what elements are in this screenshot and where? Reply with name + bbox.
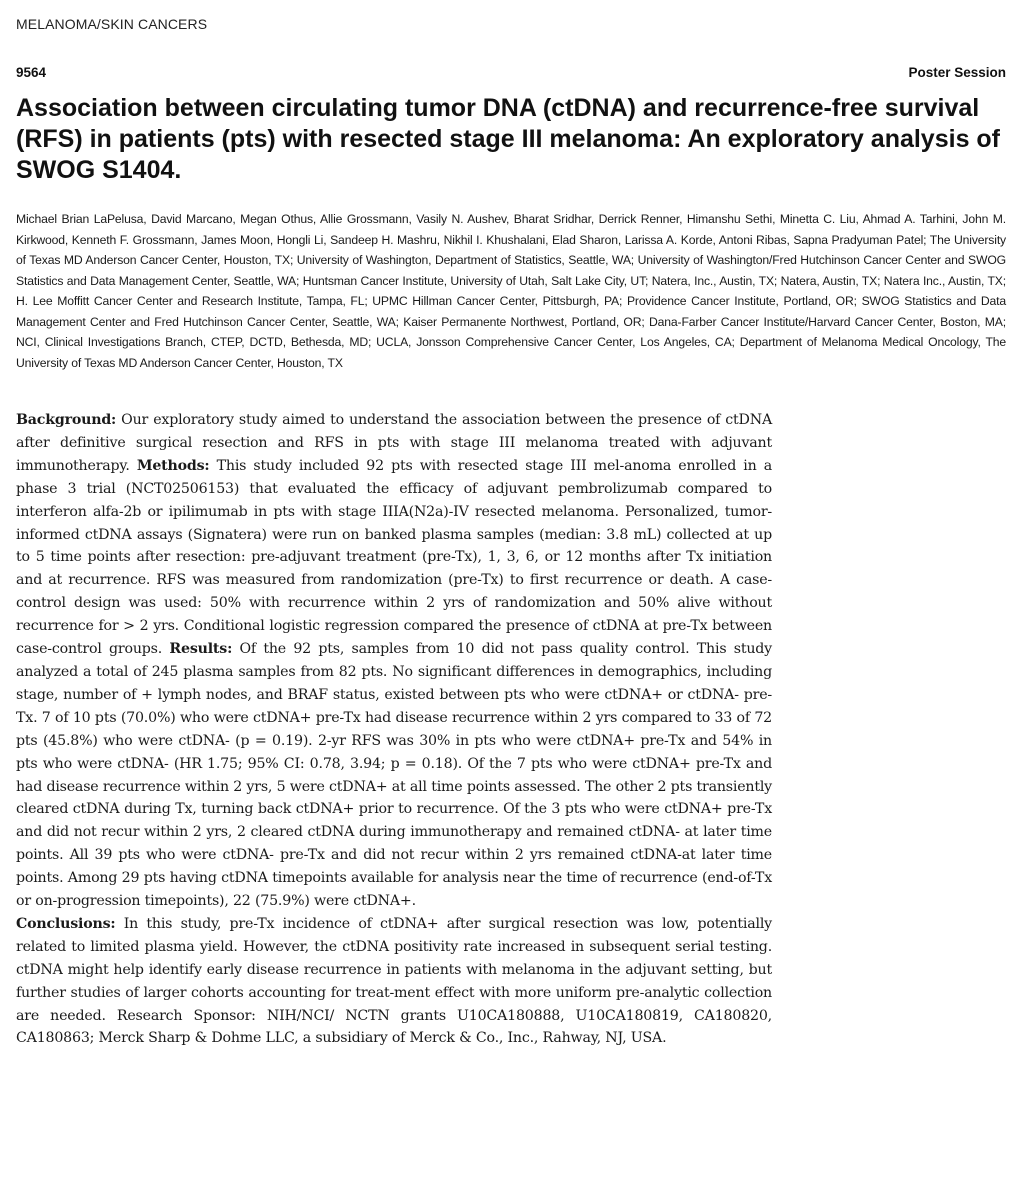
background-text: Our exploratory study aimed to understand the association between the presence of ctDNA after definitive surgical resection and RFS in pts with stage III melanoma treated with adjuvant immunotherapy. <box>16 412 772 474</box>
meta-row <box>16 65 1006 80</box>
abstract-number: 9564 <box>16 65 47 80</box>
methods-heading: Methods: <box>136 457 210 474</box>
conclusions-text: In this study, pre-Tx incidence of ctDNA+ after surgical resection was low, potentially related to limited plasma yield. However, the ctDNA positivity rate increased in subsequent serial testing. ctDNA might help identify early disease recurrence in patients with melanoma in the adjuvant setting, but further studies of larger cohorts accounting for treat-ment effect with more uniform pre-analytic collection are needed. Research Sponsor: NIH/NCI/ NCTN grants U10CA180888, U10CA180819, CA180820, CA180863; Merck Sharp & Dohme LLC, a subsidiary of Merck & Co., Inc., Rahway, NJ, USA. <box>16 915 772 1047</box>
abstract-page <box>16 16 1006 1050</box>
results-heading: Results: <box>169 641 233 658</box>
section-label: MELANOMA/SKIN CANCERS <box>16 16 208 32</box>
methods-text: This study included 92 pts with resected stage III mel-anoma enrolled in a phase 3 trial (NCT02506153) that evaluated the efficacy of adjuvant pembrolizumab compared to interferon alfa-2b or ipilimumab in pts with stage IIIA(N2a)-IV resected melanoma. Personalized, tumor-informed ctDNA assays (Signatera) were run on banked plasma samples (median: 3.8 mL) collected at up to 5 time points after resection: pre-adjuvant treatment (pre-Tx), 1, 3, 6, or 12 months after Tx initiation and at recurrence. RFS was measured from randomization (pre-Tx) to first recurrence or death. A case-control design was used: 50% with recurrence within 2 yrs of randomization and 50% alive without recurrence for > 2 yrs. Conditional logistic regression compared the presence of ctDNA at pre-Tx between case-control groups. <box>16 457 772 658</box>
abstract-body <box>16 409 772 1050</box>
author-list: Michael Brian LaPelusa, David Marcano, Megan Othus, Allie Grossmann, Vasily N. Aushev, Bharat Sridhar, Derrick Renner, Himanshu Sethi, Minetta C. Liu, Ahmad A. Tarhini, John M. Kirkwood, Kenneth F. Grossmann, James Moon, Hongli Li, Sandeep H. Mashru, Nikhil I. Khushalani, Elad Sharon, Larissa A. Korde, Antoni Ribas, Sapna Pradyuman Patel; The University of Texas MD Anderson Cancer Center, Houston, TX; University of Washington, Department of Statistics, Seattle, WA; University of Washington/Fred Hutchinson Cancer Center and SWOG Statistics and Data Management Center, Seattle, WA; Huntsman Cancer Institute, University of Utah, Salt Lake City, UT; Natera, Inc., Austin, TX; Natera, Austin, TX; Natera Inc., Austin, TX; H. Lee Moffitt Cancer Center and Research Institute, Tampa, FL; UPMC Hillman Cancer Center, Pittsburgh, PA; Providence Cancer Institute, Portland, OR; SWOG Statistics and Data Management Center and Fred Hutchinson Cancer Center, Seattle, WA; Kaiser Permanente Northwest, Portland, OR; Dana-Farber Cancer Institute/Harvard Cancer Center, Boston, MA; NCI, Clinical Investigations Branch, CTEP, DCTD, Bethesda, MD; UCLA, Jonsson Comprehensive Cancer Center, Los Angeles, CA; Department of Melanoma Medical Oncology, The University of Texas MD Anderson Cancer Center, Houston, TX <box>16 212 1006 370</box>
abstract-title: Association between circulating tumor DNA (ctDNA) and recurrence-free survival (RFS) in patients (pts) with resected stage III melanoma: An exploratory analysis of SWOG S1404. <box>16 94 1001 184</box>
background-heading: Background: <box>16 412 117 428</box>
results-text: Of the 92 pts, samples from 10 did not pass quality control. This study analyzed a total of 245 plasma samples from 82 pts. No significant differences in demographics, including stage, number of + lymph nodes, and BRAF status, existed between pts who were ctDNA+ or ctDNA- pre-Tx. 7 of 10 pts (70.0%) who were ctDNA+ pre-Tx had disease recurrence within 2 yrs compared to 33 of 72 pts (45.8%) who were ctDNA- (p = 0.19). 2-yr RFS was 30% in pts who were ctDNA+ pre-Tx and 54% in pts who were ctDNA- (HR 1.75; 95% CI: 0.78, 3.94; p = 0.18). Of the 7 pts who were ctDNA+ pre-Tx and had disease recurrence within 2 yrs, 5 were ctDNA+ at all time points assessed. The other 2 pts transiently cleared ctDNA during Tx, turning back ctDNA+ prior to recurrence. Of the 3 pts who were ctDNA+ pre-Tx and did not recur within 2 yrs, 2 cleared ctDNA during immunotherapy and remained ctDNA- at later time points. All 39 pts who were ctDNA- pre-Tx and did not recur within 2 yrs remained ctDNA-at later time points. Among 29 pts having ctDNA timepoints available for analysis near the time of recurrence (end-of-Tx or on-progression timepoints), 22 (75.9%) were ctDNA+. <box>16 641 772 910</box>
session-type: Poster Session <box>908 65 1006 80</box>
conclusions-heading: Conclusions: <box>16 915 116 932</box>
